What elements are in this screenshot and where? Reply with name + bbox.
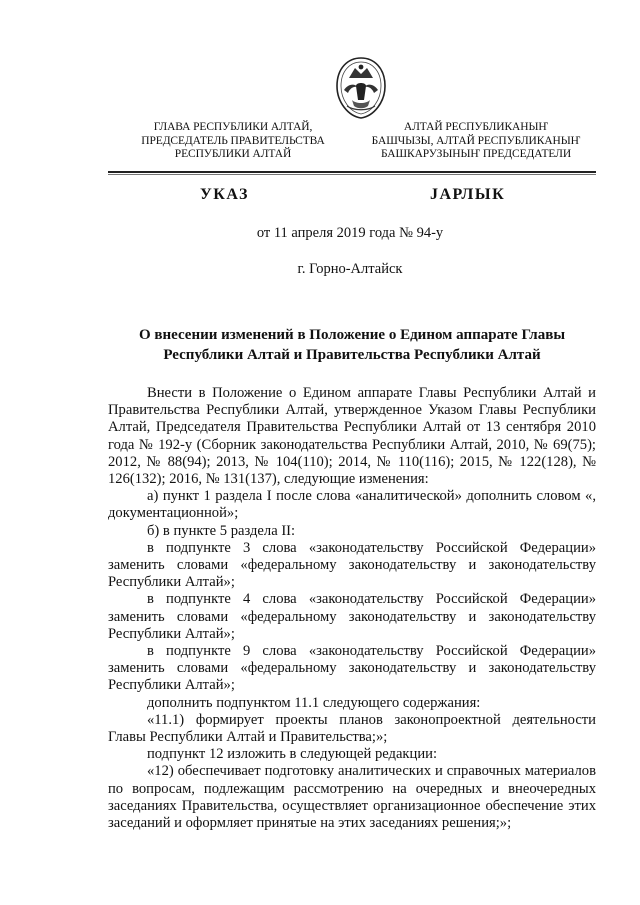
paragraph: Внести в Положение о Едином аппарате Главы Республики Алтай и Правительства Республики Алтай, утвержденное Указом Главы Республики Алтай, Председателя Правительства Республики Алтай от 13 сентября 2010 года № 192-у (Сборник законодательства Республики Алтай, 2010, № 69(75); 2012, № 88(94); 2013, № 104(110); 2014, № 110(116); 2015, № 122(128), № 126(132); 2016, № 131(137), следующие изменения: [108,385,596,488]
paragraph: в подпункте 9 слова «законодательству Российской Федерации» заменить словами «федеральному законодательству и законодательству Республики Алтай»; [108,643,596,694]
document-title-line-2: Республики Алтай и Правительства Республики Алтай [163,347,541,363]
paragraph: «12) обеспечивает подготовку аналитических и справочных материалов по вопросам, подлежащим рассмотрению на очередных и внеочередных заседаниях Правительства, осуществляет организационное обеспечение этих заседаний и оформляет принятые на этих заседаниях решения;»; [108,763,596,832]
header-left-line-3: РЕСПУБЛИКИ АЛТАЙ [174,148,292,160]
decree-label-altai: ЈАРЛЫК [430,186,506,203]
decree-city: г. Горно-Алтайск [297,261,403,277]
header-right-line-3: БАШКАРУЗЫНЫҤ ПРЕДСЕДАТЕЛИ [380,148,572,160]
paragraph: б) в пункте 5 раздела II: [147,522,296,539]
decree-label-russian: УКАЗ [200,186,249,203]
paragraph: в подпункте 3 слова «законодательству Российской Федерации» заменить словами «федеральному законодательству и законодательству Республики Алтай»; [108,539,596,591]
paragraph: подпункт 12 изложить в следующей редакции: [147,746,438,763]
header-left-line-2: ПРЕДСЕДАТЕЛЬ ПРАВИТЕЛЬСТВА [141,134,325,147]
document-title-line-1: О внесении изменений в Положение о Едином аппарате Главы [138,327,566,343]
paragraph: а) пункт 1 раздела I после слова «аналитической» дополнить словом «, документационной»; [108,488,596,522]
header-right [360,121,592,162]
header-left-line-1: ГЛАВА РЕСПУБЛИКИ АЛТАЙ, [153,121,313,133]
header-right-line-1: АЛТАЙ РЕСПУБЛИКАНЫҤ [403,121,549,133]
paragraph: дополнить подпунктом 11.1 следующего содержания: [147,694,481,711]
header-divider [108,171,596,173]
header-divider-thin [108,174,596,175]
header-right-line-2: БАШЧЫЗЫ, АЛТАЙ РЕСПУБЛИКАНЫҤ [371,134,581,147]
header-left [118,121,348,162]
paragraph: в подпункте 4 слова «законодательству Российской Федерации» заменить словами «федеральному законодательству и законодательству Республики Алтай»; [108,591,596,642]
paragraph: «11.1) формирует проекты планов законопроектной деятельности Главы Республики Алтай и Правительства;»; [108,711,596,746]
coat-of-arms-icon [334,56,388,120]
decree-date: от 11 апреля 2019 года № 94-у [256,225,444,241]
document-title [108,325,596,365]
document-body [108,385,596,832]
